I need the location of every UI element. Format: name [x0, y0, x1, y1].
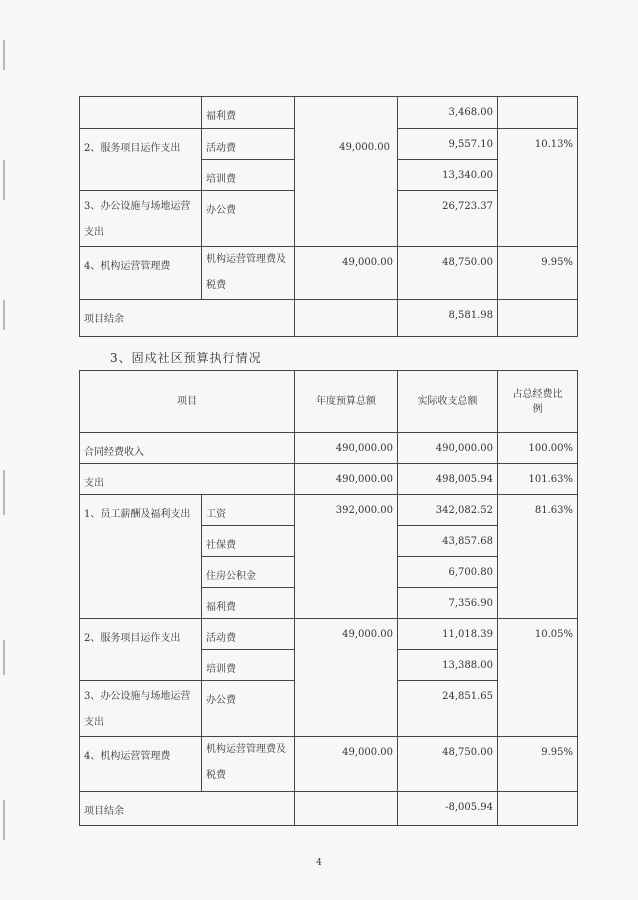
sub-item-cell: 机构运营管理费及税费 [202, 737, 295, 792]
page-number: 4 [316, 858, 322, 868]
header-budget: 年度预算总额 [295, 371, 398, 433]
item-cell: 2、服务项目运作支出 [80, 619, 202, 681]
actual-cell: 3,468.00 [398, 97, 498, 129]
scan-edge-mark [3, 640, 5, 675]
ratio-cell: 10.13% [498, 129, 578, 247]
sub-item-cell: 福利费 [202, 588, 295, 619]
actual-cell: -8,005.94 [398, 792, 498, 826]
budget-execution-table [79, 370, 578, 826]
actual-cell: 48,750.00 [398, 737, 498, 792]
table-row [80, 247, 578, 300]
header-item: 项目 [80, 371, 295, 433]
sub-item-cell: 机构运营管理费及税费 [202, 247, 295, 300]
sub-item-cell: 住房公积金 [202, 557, 295, 588]
budget-value: 49,000.00 [339, 142, 390, 153]
item-cell: 项目结余 [80, 792, 295, 826]
sub-item-cell: 社保费 [202, 526, 295, 557]
item-cell: 4、机构运营管理费 [80, 247, 202, 300]
table-row [80, 495, 578, 526]
actual-cell: 490,000.00 [398, 433, 498, 464]
item-cell: 支出 [80, 464, 295, 495]
budget-cell: 49,000.00 [295, 737, 398, 792]
table-row [80, 792, 578, 826]
sub-item-cell: 活动费 [202, 619, 295, 650]
item-cell: 3、办公设施与场地运营支出 [80, 191, 202, 247]
item-cell: 4、机构运营管理费 [80, 737, 202, 792]
actual-cell: 7,356.90 [398, 588, 498, 619]
ratio-cell: 10.05% [498, 619, 578, 737]
budget-cell: 49,000.00 [295, 619, 398, 737]
actual-cell: 24,851.65 [398, 681, 498, 737]
ratio-cell: 9.95% [498, 737, 578, 792]
table-row [80, 300, 578, 337]
actual-cell: 13,388.00 [398, 650, 498, 681]
sub-item-cell: 福利费 [202, 97, 295, 129]
sub-item-cell: 办公费 [202, 191, 295, 247]
section-heading: 3、固戍社区预算执行情况 [110, 351, 262, 365]
actual-cell: 11,018.39 [398, 619, 498, 650]
budget-cell: 490,000.00 [295, 433, 398, 464]
table-header-row [80, 371, 578, 433]
ratio-cell: 81.63% [498, 495, 578, 619]
item-cell: 1、员工薪酬及福利支出 [80, 495, 202, 619]
table-row [80, 619, 578, 650]
budget-cell: 490,000.00 [295, 464, 398, 495]
actual-cell: 43,857.68 [398, 526, 498, 557]
sub-item-cell: 培训费 [202, 650, 295, 681]
ratio-cell: 100.00% [498, 433, 578, 464]
scan-edge-mark [3, 800, 5, 840]
actual-cell: 342,082.52 [398, 495, 498, 526]
budget-cell: 49,000.00 [295, 247, 398, 300]
item-cell: 合同经费收入 [80, 433, 295, 464]
budget-table-continued [79, 96, 578, 337]
scan-edge-mark [3, 160, 5, 200]
actual-cell: 13,340.00 [398, 160, 498, 191]
scan-edge-mark [3, 470, 5, 515]
header-ratio: 占总经费比例 [498, 371, 578, 433]
item-cell: 项目结余 [80, 300, 295, 337]
actual-cell: 9,557.10 [398, 129, 498, 160]
sub-item-cell: 活动费 [202, 129, 295, 160]
table-row [80, 464, 578, 495]
actual-cell: 498,005.94 [398, 464, 498, 495]
table-row [80, 433, 578, 464]
sub-item-cell: 培训费 [202, 160, 295, 191]
item-cell: 3、办公设施与场地运营支出 [80, 681, 202, 737]
table-row [80, 737, 578, 792]
item-cell: 2、服务项目运作支出 [80, 129, 202, 191]
budget-cell: 392,000.00 [295, 495, 398, 619]
ratio-cell: 9.95% [498, 247, 578, 300]
sub-item-cell: 办公费 [202, 681, 295, 737]
actual-cell: 8,581.98 [398, 300, 498, 337]
scan-edge-mark [3, 300, 5, 330]
scan-edge-mark [3, 40, 5, 70]
ratio-cell: 101.63% [498, 464, 578, 495]
actual-cell: 48,750.00 [398, 247, 498, 300]
sub-item-cell: 工资 [202, 495, 295, 526]
actual-cell: 26,723.37 [398, 191, 498, 247]
header-actual: 实际收支总额 [398, 371, 498, 433]
table-row [80, 97, 578, 129]
actual-cell: 6,700.80 [398, 557, 498, 588]
